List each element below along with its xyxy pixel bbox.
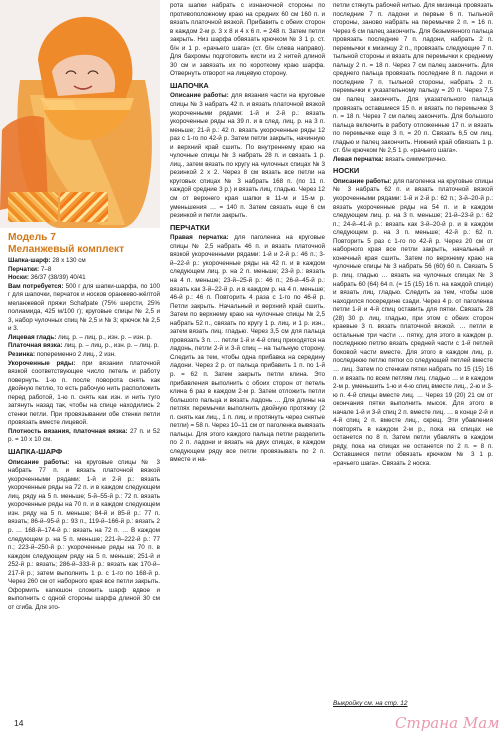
paragraph	[170, 2, 325, 79]
paragraph	[8, 257, 160, 266]
paragraph-label: Перчатки:	[8, 265, 40, 273]
paragraph-label: Вам потребуется:	[8, 282, 64, 290]
paragraph-text: 500 г для шапки-шарфа, по 100 г для шапочки, перчаток и носков оранжево-жёлтой меланжевой пряжи Schafpate (75% шерсти, 25% полиамида, 425 м/100 г); круговые спицы № 2,5 и 3, набор чулочных спиц № 2,5 и № 3; крючок № 2,5 и 3.	[8, 282, 160, 333]
paragraph-text: 27 п. и 52 р. = 10 х 10 см.	[8, 427, 160, 444]
paragraph-label: Лицевая гладь:	[8, 333, 57, 341]
pattern-reference-link[interactable]: Выкройку см. на стр. 12	[333, 700, 408, 707]
paragraph-text: вязать симметрично.	[383, 155, 447, 163]
column-1	[8, 232, 160, 727]
column-3-body	[333, 2, 493, 469]
paragraph-text: попеременно 2 лиц., 2 изн.	[35, 351, 116, 359]
paragraph-label: Левая перчатка:	[333, 155, 384, 163]
paragraph-text: для вязания части на круговые спицы № 3 набрать 42 п. и вязать платочной вязкой укороченными рядами: 1-й и 2-й р.: вязать укороченные ряды на 39 п. и в след. лиц. р. на 3 п. меньше; 21-й р.: 42 п. вязать укороченные ряды 12 раз с 1-го по 42-й р. Затем петли закрыть, начинную и верхний край сшить. По внутреннему краю на чулочные спицы № 3 набрать 28 п. и связать 1 р. лиц., затем вязать по кругу на чулочных спицах № 3 резинкой 2 х 2. Через 8 см вязать все петли на круговых спицах № 3 набрать 168 п. (по 11 п. каждой средние 3 р.) и вязать лиц. гладью. Через 12 см от верхнего края шапки в 11-м и 15-м р. уменьшения … = 140 п. Затем связать еще 6 см резинкой и петли закрыть.	[170, 92, 325, 220]
column-2	[170, 2, 325, 727]
column-1-body	[8, 257, 160, 612]
column-2-body	[170, 2, 325, 465]
paragraph-text: для паголенка на круговые спицы № 2,5 набрать 46 п. и вязать платочной вязкой укороченными рядами: 1-й и 2-й р.: 46 п.; 3-й–22-й р.: укороченные ряды на 42 п. и в каждом следующем лиц. р. на 2 п. меньше; 23-й р.: вязать на 4 п. меньше; 23-й–25-й р.: 46 п.; 26-й–45-й р.: вязать как 3-й–22-й р. и в каждом р. на 4 п. меньше; 46-й р.: 46 п. Повторить 4 раза с 1-го по 46-й р. Петли закрыть. Начальный и верхний край сшить. Затем по верхнему краю на чулочные спицы № 2,5 набрать 52 п., связать по кругу 1 р. лиц. и 1 р. изн., затем вязать лиц. гладью. Через 3,5 см для пальца провязать 3 п. … петли 1-й и 4-й спиц приходятся на ладонь, петли 2-й и 3-й спиц – на тыльную сторону. Следить за тем, чтобы одна прибавка на середину ладони. Через 2 р. от пальца прибавить 1 п. по 1-й р. = 62 п. Затем закрыть петли клина. Это прибавления выполнить с обоих сторон от петель клина 6 раз в каждом 2-м р. Затем отложить петли большого пальца и вязать ладонь … Для длины на петлях перемычки выполнить двойную протяжку (2 п. снять как лиц., 1 п. лиц. и протянуть через снятые петли) = 58 п. Через 10–11 см от паголенка вывязать пальцы. Для этого каждого пальца петли разделить по 2 п. ладони и вязать на двух спицах, в каждом следующем ряду все петли провязывать по 2 п. вместе и на-	[170, 234, 325, 464]
paragraph-label: Носки:	[8, 274, 29, 282]
paragraph	[8, 342, 160, 351]
paragraph-label: Описание работы:	[333, 177, 392, 185]
paragraph	[333, 178, 493, 469]
section-heading: ШАПОЧКА	[170, 80, 209, 90]
paragraph-text: 7–8	[39, 265, 52, 273]
paragraph-text: на круговые спицы № 3 набрать 77 п. и вязать платочной вязкой укороченными рядами: 1-й и 2-й р.: вязать укороченные ряды на 72 п. и в каждом следующем лиц. ряду на 5 п. меньше; 5-й–55-й р.: 72 п. вязать укороченные ряды на 70 п. и в каждом следующем изн. ряду на 5 п. меньше; 84-й и 85-й р.: 77 п. вязать; 86-й–95-й р.: 93 п., 119-й–166-й р.: вязать 2 р. … 168-й–174-й р.: вязать на 72 п. … В каждом следующем р. на 5 п. меньше; 221-й–222-й р.: 77 п.; 223-й–250-й р.: укороченные ряды на 70 п. в каждом следующем ряду на 5 п. меньше; 251-й и 252-й р.: вязать; 286-й–333-й р.: вязать как 170-й–217-й р.; затем выполнить 1 р. с 1-го по 168-й р. Через 260 см от наборного края все петли закрыть. Оформить капюшон сложить шарф вдвое и выполнить с одной стороны шарфа длиной 30 см от сгиба. Для это-	[8, 458, 160, 611]
paragraph	[333, 156, 493, 165]
paragraph	[333, 2, 493, 156]
paragraph-label: Описание работы:	[170, 92, 229, 100]
model-photo	[0, 0, 160, 228]
paragraph-label: Правая перчатка:	[170, 234, 229, 242]
paragraph	[8, 266, 160, 275]
paragraph	[8, 459, 160, 613]
column-3	[333, 2, 493, 727]
paragraph	[8, 283, 160, 334]
paragraph	[8, 274, 160, 283]
site-watermark: Страна Мам	[395, 714, 500, 732]
paragraph-label: Резинка:	[8, 351, 36, 359]
paragraph-label: Плотность вязания, платочная вязка:	[8, 427, 128, 435]
paragraph	[8, 351, 160, 360]
paragraph-label: Описание работы:	[8, 458, 70, 466]
knitted-glove-swatch	[60, 192, 108, 222]
paragraph-text: для паголенка на круговые спицы № 3 набрать 62 п. и вязать платочной вязкой укороченными рядами: 1-й и 2-й р.: 62 п.; 3-й–20-й р.: вязать укороченные ряды на 54 п. и в каждом следующем лиц. р. на 3 п. меньше; 21-й–23-й р.: 62 п.; 24-й–41-й р.: вязать как 3-й–20-й р. и в каждом следующем р. на 3 п. меньше; 42-й р.: 62 п. Повторить 5 раз с 1-го по 42-й р. Через 20 см от наборного края все петли закрыть, начальный и конечный края сшить. Затем по верхнему краю на чулочные спицы № 3 набрать 56 (60) 60 п. Связать 5 р. лиц. гладью … вязать на чулочных спицах № 3 набрать 60 (64) 64 п. (= 15 (15) 16 п. на каждой спице) и вязать лиц. гладью. Следить за тем, чтобы шов находился посередине сзади. Через 4 р. от паголенка петли 1-й и 4-й спиц оставить для пятки. Связать 28 (28) 30 р. лиц. гладью, при этом с обеих сторон краевые 3 п. вязать платочной вязкой. … петли в остальные три части … пятку, для этого в каждом р. последнюю петлю вязать средней части с 1-й петлей боковой части вместе. Для этого в каждом лиц. р. последнюю петлю пятки со следующей петлей вместе … лиц. Затем по стенкам пятки набрать по 15 (15) 16 п. и вязать по всем петлям лиц. гладью … и в каждом 2-м р. уменьшить 1-ю и 4-ю спиц вместе лиц., 2-ю и 3-ю п. 4-й спицы вместе лиц. … Через 19 (20) 21 см от окончания пятки выполнить мысок. Для этого в начале 1-й и 3-й спиц 2 п. вместе лиц. … в конце 2-й и 4-й спиц 2 п. вместе лиц., скрещ. Эти убавления повторять в каждом 2-м р., пока на спицах не останется по 8 п. Затем петли убавлять в каждом ряду, пока на спицах не останется по 2 п. = 8 п. Оставшиеся петли обвязать крючком № 3 1 р. «рачьего шага». Связать 2 носка.	[333, 177, 493, 467]
paragraph-text: при вязании платочной вязкой соответствующее число петель и работу повернуть. 1-ю п. после поворота снять как двойную петлю, то есть рабочую нить расположить перед работой, 1-ю п. снять как изн. и нить туго затянуть назад так, чтобы на спице находились 2 стенки петли. При провязывании обе стенки петли провязать вместе лицевой.	[8, 359, 160, 427]
model-title: Модель 7 Меланжевый комплект	[8, 232, 125, 255]
paragraph-text: лиц. р. – лиц. р., изн. р. – лиц. р.	[62, 342, 159, 350]
section-heading: НОСКИ	[333, 166, 360, 176]
paragraph-text: петли стянуть рабочей нитью. Для мизинца провязать последние 7 п. ладони и первые 6 п. тыльной стороны, заново набрать на перемычке 2 п. = 16 п. Через 6 см палец закончить. Для безымянного пальца провязать последние 7 п. ладони, набрать 2 п. перемычки к мизинцу 2 п., провязать следующие 7 п. тыльной стороны и вязать для перемычки к среднему пальцу 2 п. = 18 п. Через 7 см палец закончить. Для среднего пальца провязать последние 8 п. ладони и последние 7 п. тыльной стороны, набрать 2 п. перемычки к указательному пальцу = 20 п. Через 7,5 см палец закончить. Для указательного пальца провязать оставшиеся 15 п. и вязать по перемычке 3 п. = 18 п. Через 7 см палец закончить. Для большого пальца включить в работу отложенные 17 п. и вязать по перемычке еще 3 п. = 20 п. Связать 6,5 см лиц. гладью и палец закончить. Нижний край обвязать 1 р. ст. б/н крючком № 2,5 1 р. «рачьего шага».	[333, 2, 493, 155]
section-heading: ПЕРЧАТКИ	[170, 222, 210, 232]
paragraph-text: 36/37 (38/39) 40/41	[28, 274, 86, 282]
paragraph-label: Платочная вязка:	[8, 342, 63, 350]
paragraph-label: Шапка-шарф:	[8, 257, 51, 264]
paragraph	[170, 92, 325, 220]
paragraph-text: 28 х 130 см	[50, 257, 86, 264]
section-heading: ШАПКА-ШАРФ	[8, 447, 63, 457]
paragraph	[8, 360, 160, 428]
paragraph-text: рота шапки набрать с изнаночной стороны по противоположному краю на средних 60 см 160 п. и вязать платочной вязкой. Прибавить с обеих сторон в каждом 2-м р. 3 х 8 и 4 х 6 п. = 248 п. Затем петли закрыть. Низ шарфа обвязать крючком № 3 1 р. ст. б/н и 1 р. «рачьего шага» (ст. б/н слева направо). Для бахромы подготовить кисти из 2 нитей длиной 30 см и завязать их по короткому краю шарфа. Отвернуть отворот на лицевую сторону.	[170, 2, 325, 78]
paragraph-text: лиц. р. – лиц. р., изн. р. – изн. р.	[56, 333, 152, 341]
paragraph	[8, 428, 160, 445]
paragraph	[170, 234, 325, 465]
knitted-sock-swatch	[8, 192, 58, 222]
paragraph	[8, 334, 160, 343]
page-number: 14	[14, 718, 24, 728]
paragraph-label: Укороченные ряды:	[8, 359, 76, 367]
